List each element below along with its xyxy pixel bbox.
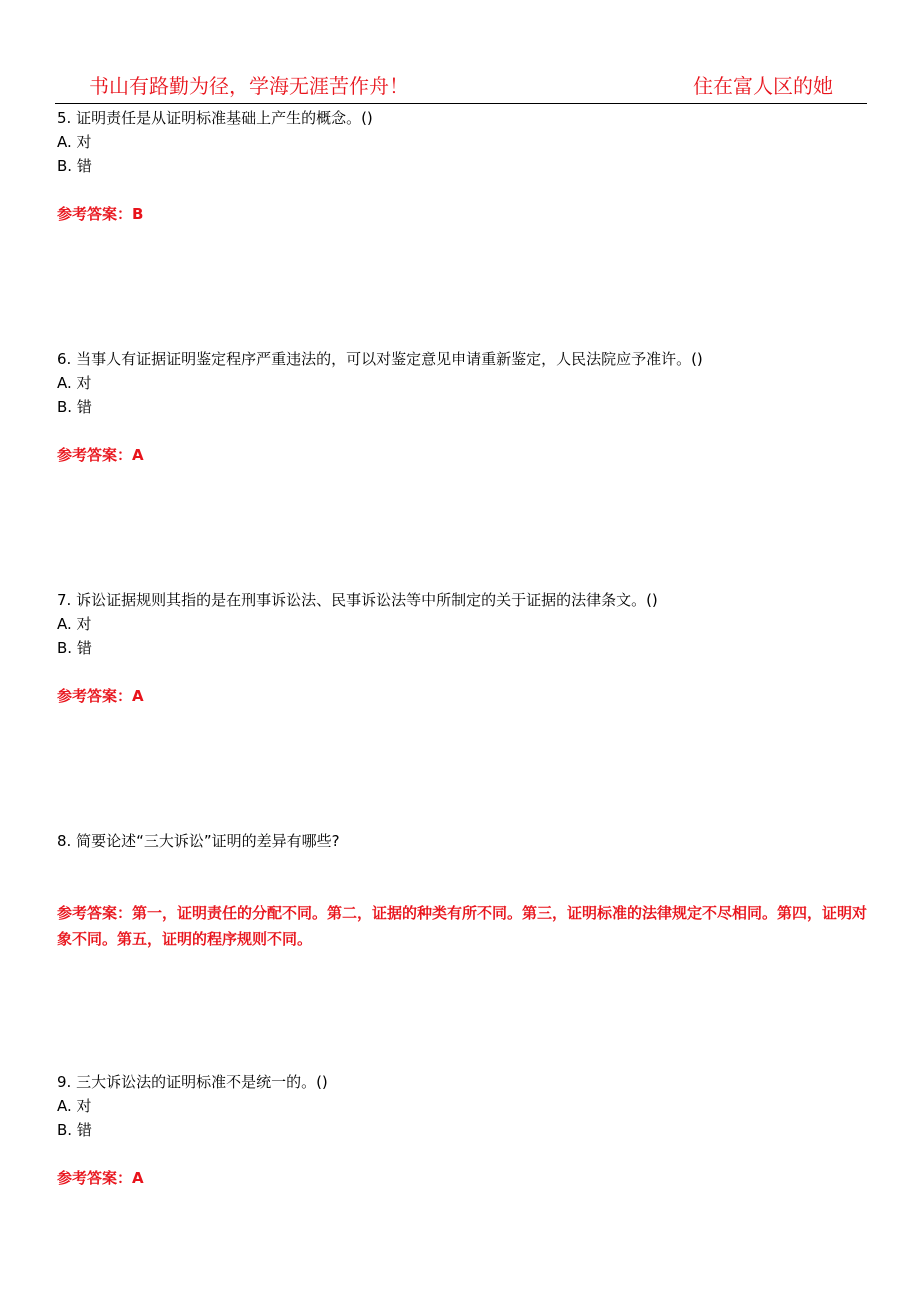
answer-value: B bbox=[132, 205, 144, 223]
question-5 bbox=[57, 106, 373, 178]
header-divider bbox=[55, 103, 867, 104]
answer-6 bbox=[57, 443, 869, 467]
answer-label: 参考答案： bbox=[57, 1169, 133, 1187]
option-b: B. 错 bbox=[57, 157, 92, 175]
answer-9 bbox=[57, 1166, 869, 1190]
option-a: A. 对 bbox=[57, 1097, 92, 1115]
option-b: B. 错 bbox=[57, 639, 92, 657]
page-header bbox=[55, 72, 867, 104]
answer-value: A bbox=[132, 1169, 144, 1187]
answer-label: 参考答案： bbox=[57, 446, 133, 464]
question-9 bbox=[57, 1070, 328, 1142]
header-motto: 书山有路勤为径，学海无涯苦作舟！ bbox=[89, 74, 409, 98]
question-stem: 9. 三大诉讼法的证明标准不是统一的。() bbox=[57, 1073, 328, 1091]
option-a: A. 对 bbox=[57, 133, 92, 151]
answer-value: 第一，证明责任的分配不同。第二，证据的种类有所不同。第三，证明标准的法律规定不尽相同。第四，证明对象不同。第五，证明的程序规则不同。 bbox=[57, 904, 868, 948]
answer-label: 参考答案： bbox=[57, 904, 133, 922]
answer-value: A bbox=[132, 446, 144, 464]
question-7 bbox=[57, 588, 658, 660]
question-stem: 7. 诉讼证据规则其指的是在刑事诉讼法、民事诉讼法等中所制定的关于证据的法律条文。() bbox=[57, 591, 658, 609]
question-stem: 5. 证明责任是从证明标准基础上产生的概念。() bbox=[57, 109, 373, 127]
answer-label: 参考答案： bbox=[57, 687, 133, 705]
question-stem: 6. 当事人有证据证明鉴定程序严重违法的，可以对鉴定意见申请重新鉴定，人民法院应予准许。() bbox=[57, 350, 703, 368]
answer-8 bbox=[57, 900, 869, 952]
question-8 bbox=[57, 829, 340, 853]
question-6 bbox=[57, 347, 703, 419]
answer-7 bbox=[57, 684, 869, 708]
option-a: A. 对 bbox=[57, 374, 92, 392]
answer-label: 参考答案： bbox=[57, 205, 133, 223]
option-b: B. 错 bbox=[57, 1121, 92, 1139]
answer-5 bbox=[57, 202, 869, 226]
answer-value: A bbox=[132, 687, 144, 705]
header-author: 住在富人区的她 bbox=[693, 74, 833, 98]
question-stem: 8. 简要论述“三大诉讼”证明的差异有哪些? bbox=[57, 832, 340, 850]
option-a: A. 对 bbox=[57, 615, 92, 633]
option-b: B. 错 bbox=[57, 398, 92, 416]
